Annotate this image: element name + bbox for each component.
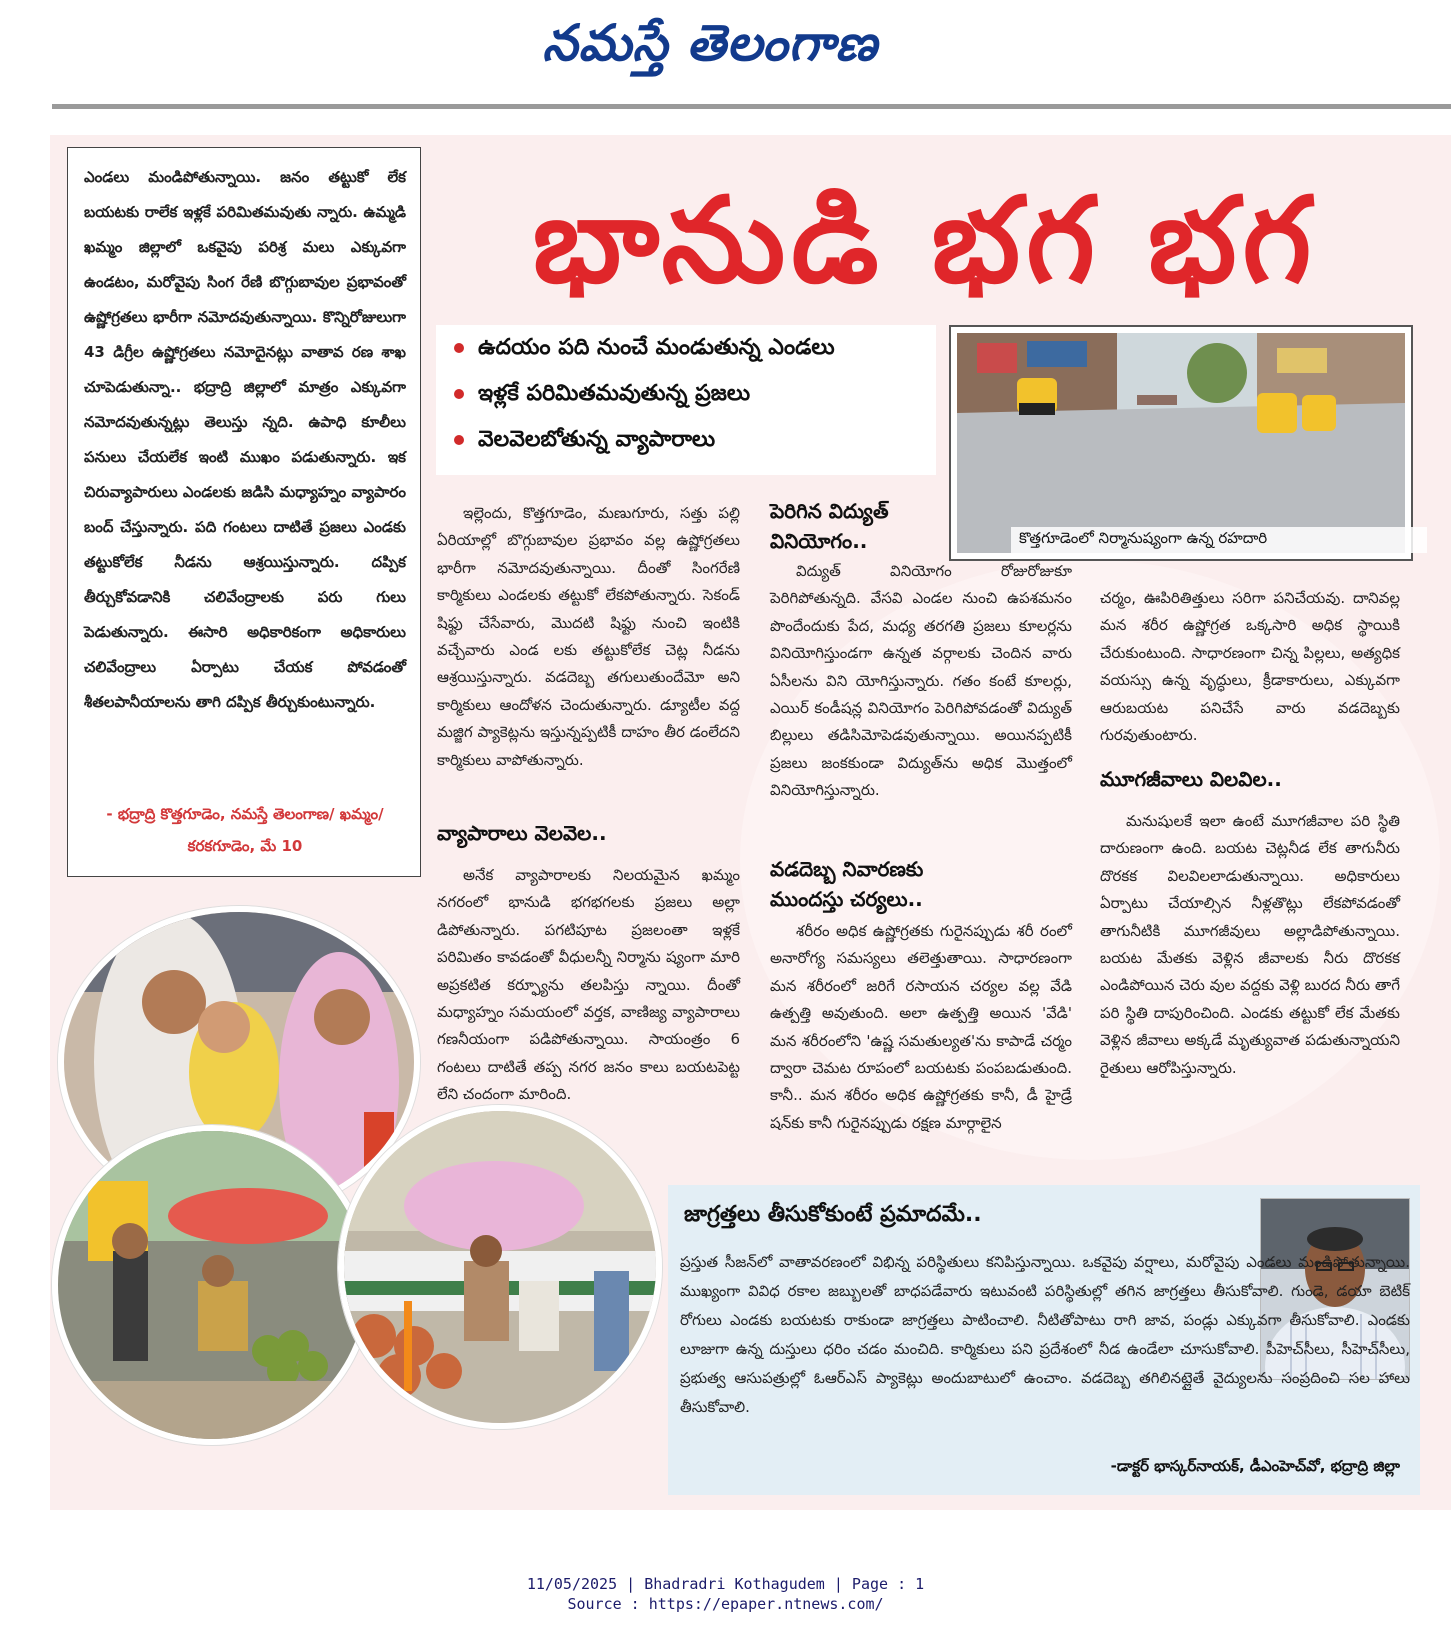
- footer-source-line: Source : https://epaper.ntnews.com/: [567, 1595, 884, 1613]
- bullet-icon: [454, 343, 464, 353]
- headline: భానుడి భగ భగ: [532, 171, 1318, 309]
- newspaper-logo: నమస్తే తెలంగాణ: [542, 14, 878, 72]
- footer-date-line: 11/05/2025 | Bhadradri Kothagudem | Page : 1: [526, 1575, 925, 1593]
- highlight-item: ఉదయం పది నుంచే మండుతున్న ఎండలు: [454, 335, 835, 365]
- column-3-para-1: చర్మం, ఊపిరితిత్తులు సరిగా పనిచేయవు. దానివల్ల మన శరీర ఉష్ణోగ్రత ఒక్కసారి అధిక స్థాయికి చేరుకుంటుంది. సాధారణంగా చిన్న పిల్లలు, అత్యధిక వయస్సు ఉన్న వృద్ధులు, క్రీడాకారులు, ఎక్కువగా ఆరుబయట పనిచేసే వారు వడదెబ్బకు గురవుతుంటారు.: [1100, 589, 1400, 745]
- column-2-para-1: విద్యుత్ వినియోగం రోజురోజుకూ పెరిగిపోతున్నది. వేసవి ఎండల నుంచి ఉపశమనం పొందేందుకు పేద, మధ్య తరగతి ప్రజలు కూలర్లను వినియోగిస్తుండగా ఉన్నత వర్గాలకు చెందిన వారు ఏసీలను విని యోగిస్తున్నారు. గతం కంటే కూలర్లు, ఎయిర్ కండీషన్ల వినియోగం పెరిగిపోవడంతో విద్యుత్ బిల్లులు తడిసిమోపెడవుతున్నాయి. అయినప్పటికీ ప్రజలు జంకకుండా విద్యుత్‌ను అధిక మొత్తంలో వినియోగిస్తున్నారు.: [770, 562, 1072, 800]
- advice-text: ప్రస్తుత సీజన్‌లో వాతావరణంలో విభిన్న పరిస్థితులు కనిపిస్తున్నాయి. ఒకవైపు వర్షాలు, మరోవైపు ఎండలు మండిపోతున్నాయి. ముఖ్యంగా వివిధ రకాల జబ్బులతో బాధపడేవారు ఇటువంటి పరిస్థితుల్లో తగిన జాగ్రత్తలు తీసుకోవాలి. గుండె, డయా బెటిక్ రోగులు ఎండకు బయటకు రాకుండా జాగ్రత్తలు పాటించాలి. నీటితోపాటు రాగి జావ, పండ్లు ఎక్కువగా తీసుకోవాలి. ఎండకు లూజుగా ఉన్న దుస్తులు ధరిం చడం మంచిది. కార్మికులు పని ప్రదేశంలో నీడ ఉండేలా చూసుకోవాలి. పీహెచ్‌సీలు, సీహెచ్‌సీలు, ప్రభుత్వ ఆసుపత్రుల్లో ఓఆర్‌ఎస్ ప్యాకెట్లు అందుబాటులో ఉంచాం. వడదెబ్బ తగిలినట్లైతే వైద్యులను సంప్రదించి సల హాలు తీసుకోవాలి.: [680, 1253, 1410, 1416]
- advice-credit: -డాక్టర్ భాస్కర్‌నాయక్, డీఎంహెచ్‌వో, భద్రాద్రి జిల్లా: [1110, 1457, 1400, 1475]
- column-3-para-2: మనుషులకే ఇలా ఉంటే మూగజీవాల పరి స్థితి దారుణంగా ఉంది. బయట చెట్లనీడ లేక తాగునీరు దొరకక విలవిలలాడుతున్నాయి. అధికారులు ఏర్పాటు చేయాల్సిన నీళ్లతొట్లు లేకపోవడంతో తాగునీటికి మూగజీవులు అల్లాడిపోతున్నాయి. బయట మేతకు వెళ్లిన జీవాలకు నీరు దొరకక ఎండిపోయిన చెరు వుల వద్దకు వెళ్లి బురద నీరు తాగే పరి స్థితి దాపురించింది. ఎండకు తట్టుకో లేక మేతకు వెళ్లిన జీవాలు అక్కడే మృత్యువాత పడుతున్నాయని రైతులు ఆరోపిస్తున్నారు.: [1100, 812, 1400, 1077]
- column-1-subhead: వ్యాపారాలు వెలవెల..: [437, 821, 607, 845]
- bullet-icon: [454, 435, 464, 445]
- photo-caption: కొత్తగూడెంలో నిర్మానుష్యంగా ఉన్న రహదారి: [1011, 527, 1427, 553]
- column-1-para-1: ఇల్లెందు, కొత్తగూడెం, మణుగూరు, సత్తు పల్లి ఏరియాల్లో బొగ్గుబావుల ప్రభావం వల్ల ఉష్ణోగ్రతలు భారీగా నమోదవుతున్నాయి. దీంతో సింగరేణి కార్మికులు ఎండలకు తట్టుకో లేకపోతున్నారు. సెకండ్ షిఫ్టు చేసేవారు, మొదటి షిఫ్టు నుంచి ఇంటికి వచ్చేవారు ఎండ లకు తట్టుకోలేక చెట్ల నీడను ఆశ్రయిస్తున్నారు. వడదెబ్బ తగులుతుందేమో అని కార్మికులు ఆందోళన చెందుతున్నారు. డ్యూటీల వద్ద మజ్జిగ ప్యాకెట్లను ఇస్తున్నప్పటికీ దాహం తీర డంలేదని కార్మికులు వాపోతున్నారు.: [437, 504, 740, 769]
- column-2-subhead-2: వడదెబ్బ నివారణకు ముందస్తు చర్యలు..: [770, 857, 924, 911]
- highlights-box: [436, 325, 936, 475]
- bullet-icon: [454, 389, 464, 399]
- dateline-credit: - భద్రాద్రి కొత్తగూడెం, నమస్తే తెలంగాణ/ ఖమ్మం/కరకగూడెం, మే 10: [106, 805, 384, 855]
- page-footer: [0, 1574, 1451, 1614]
- street-image: [957, 333, 1405, 553]
- column-1-para-2: అనేక వ్యాపారాలకు నిలయమైన ఖమ్మం నగరంలో భానుడి భగభగలకు ప్రజలు అల్లా డిపోతున్నారు. పగటిపూట ప్రజలంతా ఇళ్లకే పరిమితం కావడంతో వీధులన్నీ నిర్మాను ష్యంగా మారి అప్రకటిత కర్ఫ్యూను తలపిస్తు న్నాయి. దీంతో మధ్యాహ్నం సమయంలో వర్తక, వాణిజ్య వ్యాపారాలు గణనీయంగా పడిపోతున్నాయి. సాయంత్రం 6 గంటలు దాటితే తప్ప నగర జనం కాలు బయటపెట్ట లేని చందంగా మారింది.: [437, 866, 740, 1104]
- column-2-para-2: శరీరం అధిక ఉష్ణోగ్రతకు గురైనప్పుడు శరీ రంలో అనారోగ్య సమస్యలు తలెత్తుతాయి. సాధారణంగా మన శరీరంలో జరిగే రసాయన చర్యల వల్ల వేడి ఉత్పత్తి అవుతుంది. అలా ఉత్పత్తి అయిన 'వేడి' మన శరీరంలోని 'ఉష్ణ సమతుల్యత'ను కాపాడే చర్మం ద్వారా చెమట రూపంలో బయటకు పంపబడుతుంది. కానీ.. మన శరీరం అధిక ఉష్ణోగ్రతకు కానీ, డీ హైడ్రే షన్‌కు కానీ గురైనప్పుడు రక్షణ మార్గాలైన: [770, 922, 1072, 1132]
- advice-title: జాగ్రత్తలు తీసుకోకుంటే ప్రమాదమే..: [684, 1202, 982, 1227]
- column-2-subhead-1: పెరిగిన విద్యుత్ వినియోగం..: [770, 499, 889, 553]
- masthead-rule: [52, 104, 1451, 109]
- intro-text: ఎండలు మండిపోతున్నాయి. జనం తట్టుకో లేక బయటకు రాలేక ఇళ్లకే పరిమితమవుతు న్నారు. ఉమ్మడి ఖమ్మం జిల్లాలో ఒకవైపు పరిశ్ర మలు ఎక్కువగా ఉండటం, మరోవైపు సింగ రేణి బొగ్గుబావుల ప్రభావంతో ఉష్ణోగ్రతలు భారీగా నమోదవుతున్నాయి. కొన్నిరోజులుగా 43 డిగ్రీల ఉష్ణోగ్రతలు నమోదైనట్లు వాతావ రణ శాఖ చూపెడుతున్నా.. భద్రాద్రి జిల్లాలో మాత్రం ఎక్కువగా నమోదవుతున్నట్లు తెలుస్తు న్నది. ఉపాధి కూలీలు పనులు చేయలేక ఇంటి ముఖం పడుతున్నారు. ఇక చిరువ్యాపారులు ఎండలకు జడిసి మధ్యాహ్నం వ్యాపారం బంద్ చేస్తున్నారు. పది గంటలు దాటితే ప్రజలు ఎండకు తట్టుకోలేక నీడను ఆశ్రయిస్తున్నారు. దప్పిక తీర్చుకోవడానికి చలివేంద్రాలకు పరు గులు పెడుతున్నారు. ఈసారి అధికారికంగా అధికారులు చలివేంద్రాలు ఏర్పాటు చేయక పోవడంతో శీతలపానీయాలను తాగి దప్పిక తీర్చుకుంటున్నారు.: [84, 168, 406, 711]
- street-photo: [949, 325, 1413, 561]
- photo-pot-sellers: [338, 1105, 662, 1429]
- intro-box: [67, 147, 421, 877]
- highlight-item: ఇళ్లకే పరిమితమవుతున్న ప్రజలు: [454, 381, 750, 411]
- masthead: [0, 0, 1451, 105]
- column-3-subhead: మూగజీవాలు విలవిల..: [1100, 767, 1282, 791]
- highlight-item: వెలవెలబోతున్న వ్యాపారాలు: [454, 427, 715, 457]
- photo-coconut-vendor: [52, 1125, 372, 1445]
